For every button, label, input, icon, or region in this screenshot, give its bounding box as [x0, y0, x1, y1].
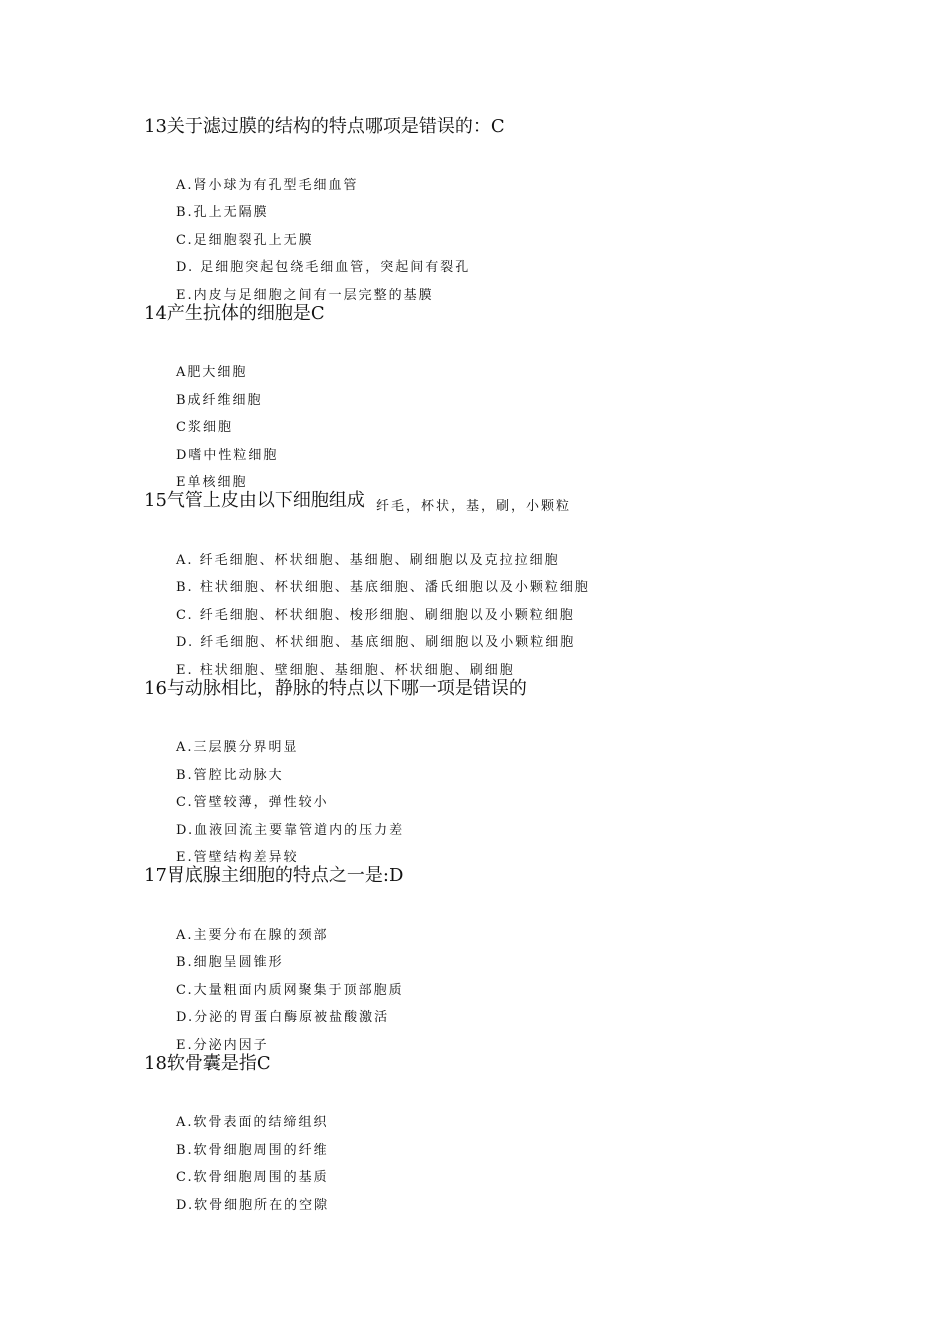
question-16-title: 16与动脉相比，静脉的特点以下哪一项是错误的: [144, 678, 527, 699]
question-14-option-c: C浆细胞: [176, 420, 233, 435]
question-13-option-e: E.内皮与足细胞之间有一层完整的基膜: [176, 288, 434, 303]
question-14-option-e: E单核细胞: [176, 475, 248, 490]
question-18-option-b: B.软骨细胞周围的纤维: [176, 1143, 329, 1158]
question-16-option-b: B.管腔比动脉大: [176, 768, 284, 783]
question-13-option-a: A.肾小球为有孔型毛细血管: [176, 178, 359, 193]
question-13-option-b: B.孔上无隔膜: [176, 205, 269, 220]
question-14-title: 14产生抗体的细胞是C: [144, 303, 325, 324]
question-15-option-a: A. 纤毛细胞、杯状细胞、基细胞、刷细胞以及克拉拉细胞: [176, 553, 560, 568]
question-13-option-d: D. 足细胞突起包绕毛细血管，突起间有裂孔: [176, 260, 471, 275]
question-14-option-a: A肥大细胞: [176, 365, 248, 380]
question-17-option-b: B.细胞呈圆锥形: [176, 955, 284, 970]
question-15-option-c: C. 纤毛细胞、杯状细胞、梭形细胞、刷细胞以及小颗粒细胞: [176, 608, 575, 623]
question-15-title: 15气管上皮由以下细胞组成: [144, 490, 365, 511]
question-13-title: 13关于滤过膜的结构的特点哪项是错误的：C: [144, 116, 505, 137]
question-15-option-e: E. 柱状细胞、壁细胞、基细胞、杯状细胞、刷细胞: [176, 663, 515, 678]
question-16-option-d: D.血液回流主要靠管道内的压力差: [176, 823, 405, 838]
question-17-option-e: E.分泌内因子: [176, 1038, 269, 1053]
question-16-option-c: C.管壁较薄，弹性较小: [176, 795, 329, 810]
question-17-option-c: C.大量粗面内质网聚集于顶部胞质: [176, 983, 404, 998]
question-18-option-c: C.软骨细胞周围的基质: [176, 1170, 329, 1185]
question-14-option-b: B成纤维细胞: [176, 393, 263, 408]
question-16-option-e: E.管壁结构差异较: [176, 850, 299, 865]
question-18-option-a: A.软骨表面的结缔组织: [176, 1115, 329, 1130]
question-14-option-d: D嗜中性粒细胞: [176, 448, 279, 463]
question-13-option-c: C.足细胞裂孔上无膜: [176, 233, 314, 248]
question-15-option-d: D. 纤毛细胞、杯状细胞、基底细胞、刷细胞以及小颗粒细胞: [176, 635, 576, 650]
question-17-option-a: A.主要分布在腺的颈部: [176, 928, 329, 943]
question-17-option-d: D.分泌的胃蛋白酶原被盐酸激活: [176, 1010, 390, 1025]
question-17-title: 17胃底腺主细胞的特点之一是:D: [144, 865, 404, 886]
question-15-option-b: B. 柱状细胞、杯状细胞、基底细胞、潘氏细胞以及小颗粒细胞: [176, 580, 590, 595]
question-18-title: 18软骨囊是指C: [144, 1053, 271, 1074]
question-18-option-d: D.软骨细胞所在的空隙: [176, 1198, 330, 1213]
question-16-option-a: A.三层膜分界明显: [176, 740, 299, 755]
question-15-handnote: 纤毛，杯状，基，刷，小颗粒: [376, 499, 572, 514]
